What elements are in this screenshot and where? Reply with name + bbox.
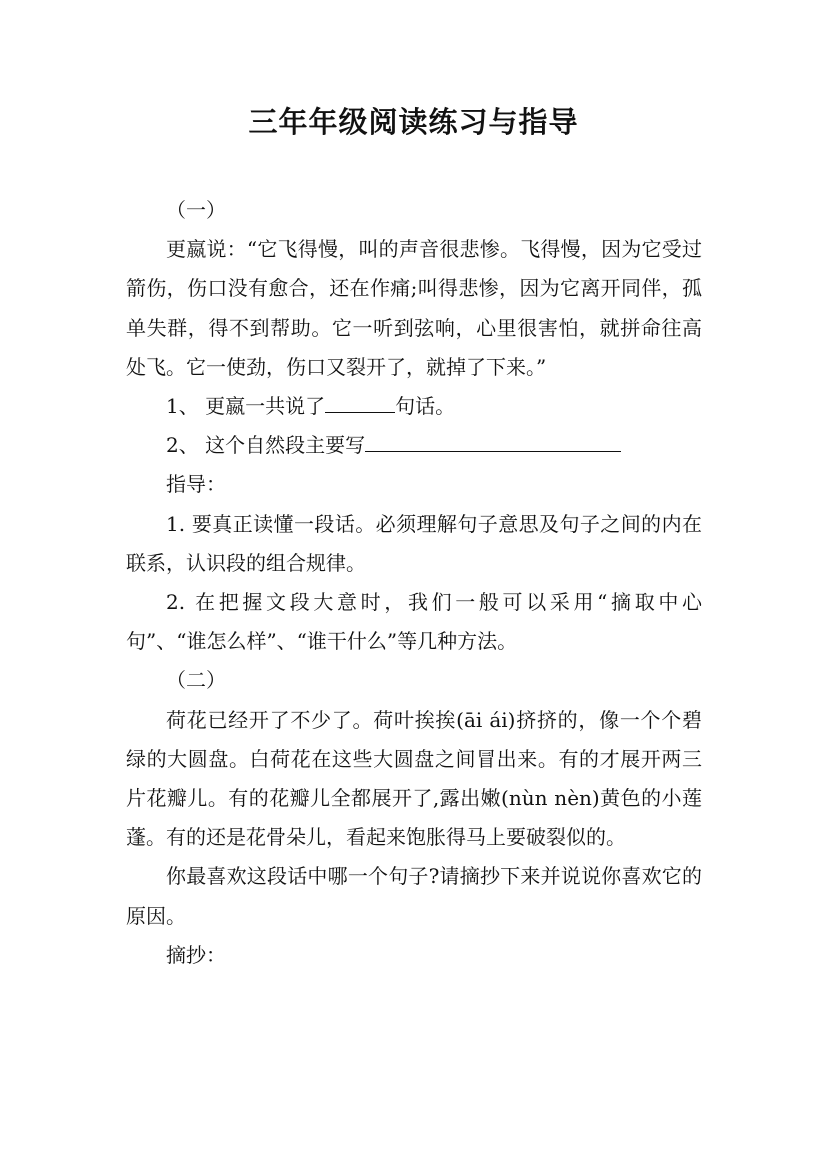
question-1: [126, 387, 702, 426]
guide-item-2: 2. 在把握文段大意时，我们一般可以采用“摘取中心句”、“谁怎么样”、“谁干什么”等几种方法。: [126, 590, 702, 654]
question-1-prefix: 1、 更嬴一共说了: [166, 394, 326, 419]
section2-passage: 荷花已经开了不少了。荷叶挨挨(āi ái)挤挤的，像一个个碧绿的大圆盘。白荷花在这些大圆盘之间冒出来。有的才展开两三片花瓣儿。有的花瓣儿全都展开了,露出嫩(nùn nèn)黄色的小莲蓬。有的还是花骨朵儿，看起来饱胀得马上要破裂似的。: [126, 707, 702, 850]
question-2: [126, 426, 702, 465]
answer-blank-1[interactable]: [325, 390, 395, 413]
document-title: 三年年级阅读练习与指导: [248, 105, 579, 139]
guide-item-1: 1. 要真正读懂一段话。必须理解句子意思及句子之间的内在联系，认识段的组合规律。: [126, 511, 702, 575]
section2-question: 你最喜欢这段话中哪一个句子?请摘抄下来并说说你喜欢它的原因。: [126, 864, 702, 928]
section1-heading: （一）: [166, 198, 226, 222]
answer-blank-2[interactable]: [365, 429, 621, 452]
document-body: [126, 191, 702, 975]
excerpt-label: 摘抄：: [166, 942, 226, 967]
guide-label: 指导：: [166, 472, 226, 497]
question-2-prefix: 2、 这个自然段主要写: [166, 433, 366, 458]
section2-heading: （二）: [166, 668, 226, 693]
question-1-suffix: 句话。: [395, 394, 456, 419]
section1-passage: 更嬴说：“它飞得慢，叫的声音很悲惨。飞得慢，因为它受过箭伤，伤口没有愈合，还在作痛;叫得悲惨，因为它离开同伴，孤单失群，得不到帮助。它一听到弦响，心里很害怕，就拼命往高处飞。它一使劲，伤口又裂开了，就掉了下来。”: [126, 237, 702, 379]
